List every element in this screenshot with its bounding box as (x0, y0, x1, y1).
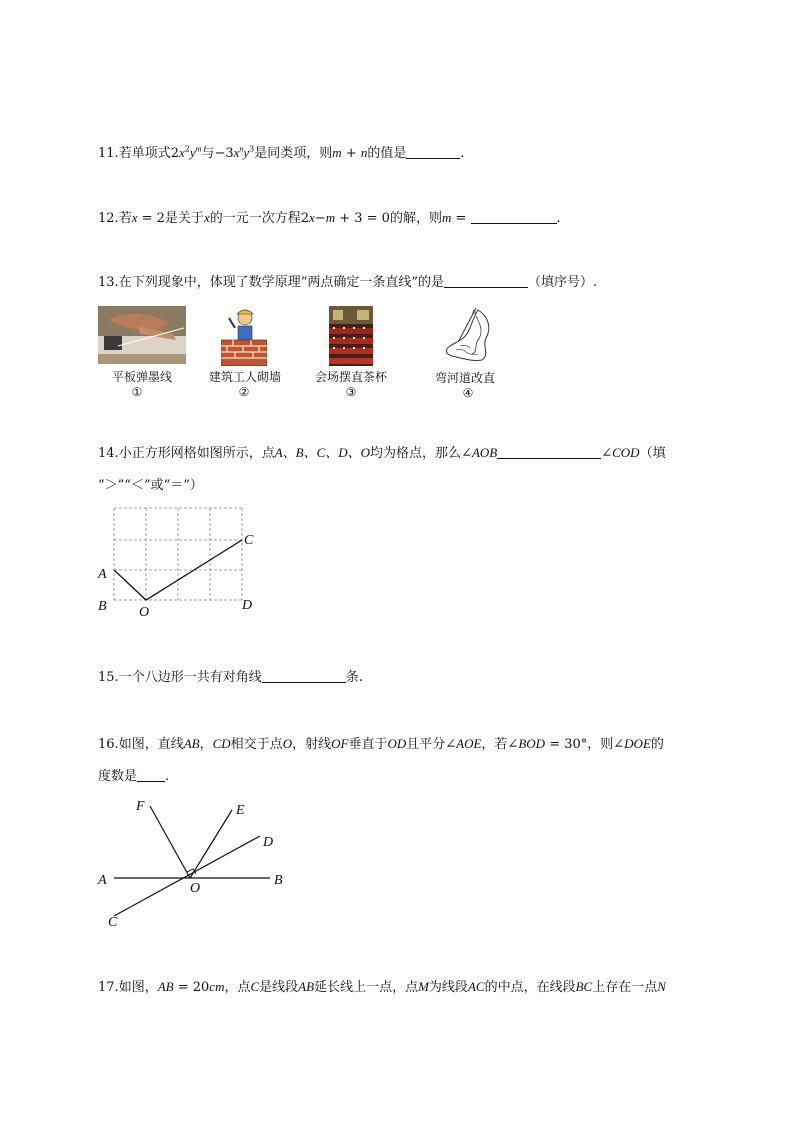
point-label-f: F (136, 799, 145, 814)
question-16-line2: 度数是 . (98, 769, 170, 784)
answer-blank[interactable] (137, 767, 165, 782)
point-label-b: B (274, 873, 283, 888)
intersecting-lines-figure (92, 792, 302, 932)
grid-figure (92, 500, 262, 624)
bricklayer-picture (221, 306, 267, 366)
answer-blank[interactable] (444, 273, 528, 288)
answer-blank[interactable] (471, 209, 557, 224)
question-11: 11.若单项式$2x^2y^m$与$-3x^ny^3$是同类项，则m + n的值是 . (98, 144, 465, 161)
question-17: 17.如图，AB = 20cm，点C是线段AB延长线上一点，点M为线段AC的中点，在线段BC上存在一点N (98, 979, 666, 995)
question-14-line2: “＞”“＜”或“＝”） (98, 478, 203, 493)
svg-text:B: B (472, 310, 476, 316)
option-number: ③ (345, 385, 357, 399)
conference-hall-photo (329, 306, 373, 366)
question-14: 14.小正方形网格如图所示，点A、B、C、D、O均为格点，那么∠AOB ∠COD（填 (98, 445, 666, 461)
option-caption: 建筑工人砌墙 (208, 370, 281, 384)
river-straightening-sketch (442, 306, 498, 366)
option-number: ① (131, 385, 143, 399)
option-number: ④ (462, 386, 474, 400)
option-caption: 弯河道改直 (434, 371, 495, 385)
question-15: 15.一个八边形一共有对角线 条. (98, 670, 363, 685)
point-label-o: O (190, 881, 201, 896)
answer-blank[interactable] (497, 444, 601, 459)
point-label-a: A (98, 873, 107, 888)
point-label-b: B (98, 599, 107, 614)
ink-line-photo (98, 306, 186, 364)
point-label-e: E (236, 803, 245, 818)
point-label-d: D (242, 598, 253, 613)
point-label-o: O (139, 605, 150, 620)
question-16: 16.如图，直线AB，CD相交于点O，射线OF垂直于OD且平分∠AOE，若∠BOD = 30°，则∠DOE的 (98, 736, 664, 752)
answer-blank[interactable] (262, 668, 346, 683)
point-label-c: C (108, 915, 118, 930)
point-label-d: D (263, 835, 274, 850)
option-caption: 会场摆直茶杯 (314, 370, 387, 384)
point-label-a: A (98, 567, 107, 582)
question-13: 13.在下列现象中，体现了数学原理“两点确定一条直线”的是 （填序号）. (98, 275, 598, 290)
option-number: ② (238, 385, 250, 399)
point-label-c: C (244, 533, 254, 548)
question-12: 12.若x = 2是关于x的一元一次方程2x−m + 3 = 0的解，则m = . (98, 210, 561, 226)
option-caption: 平板弹墨线 (111, 370, 172, 384)
answer-blank[interactable] (406, 144, 460, 159)
